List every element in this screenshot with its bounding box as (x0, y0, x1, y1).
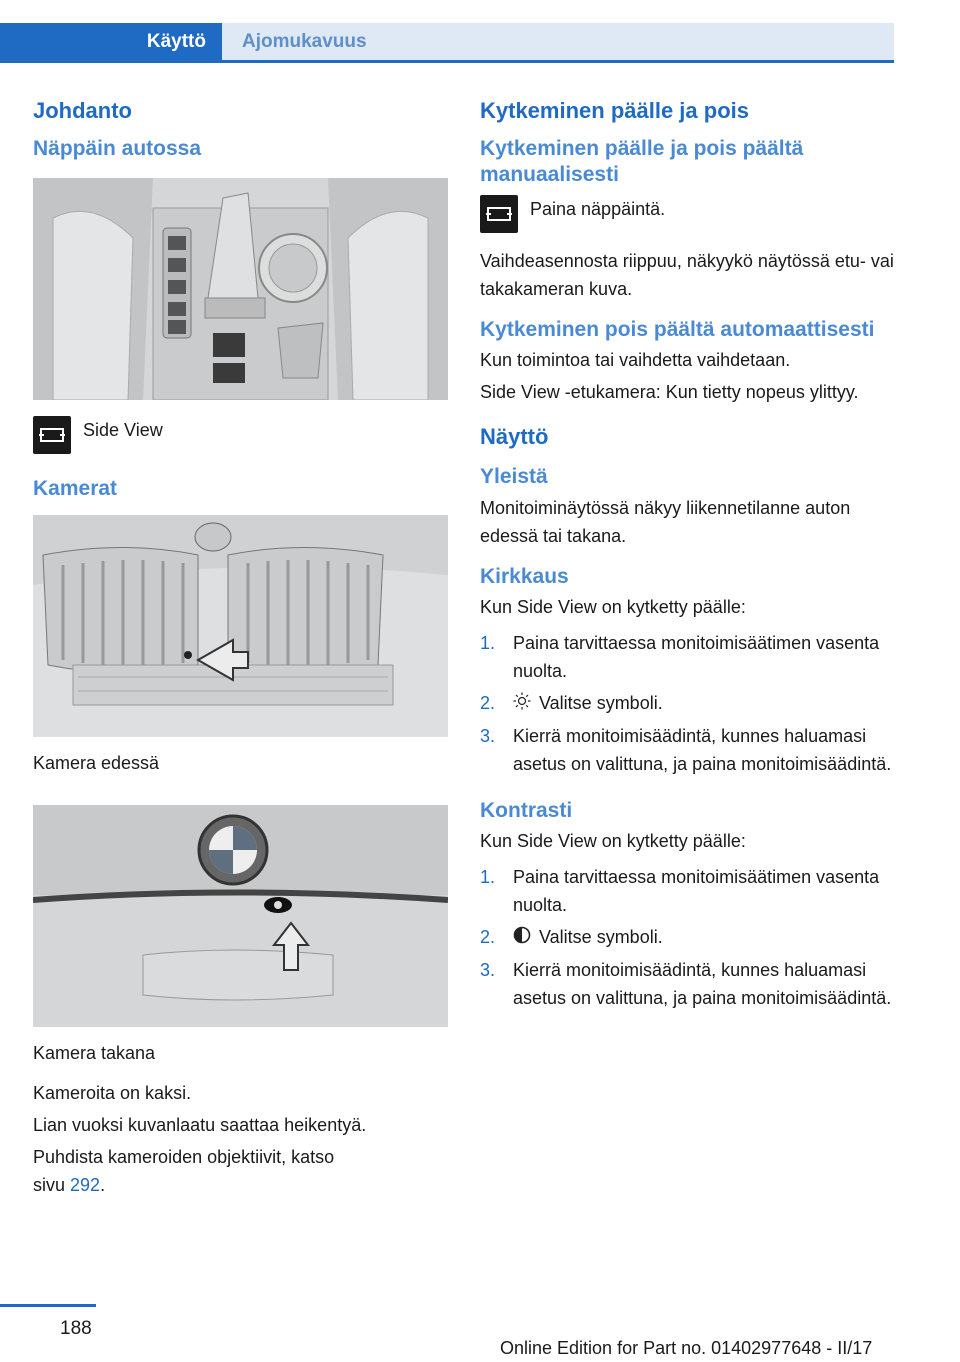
para-gear: Vaihdeasennosta riippuu, näkyykö näytössä etu- vai takakameran kuva. (480, 250, 894, 299)
list-item (480, 956, 895, 1012)
step-number: 3. (480, 725, 496, 746)
heading-auto: Kytkeminen pois päältä automaattisesti (480, 317, 875, 341)
heading-general: Yleistä (480, 465, 548, 489)
heading-contrast: Kontrasti (480, 798, 573, 822)
para-general: Monitoiminäytössä näkyy liikennetilanne auton edessä tai takana. (480, 497, 851, 546)
photo-rear-camera (33, 805, 448, 1027)
para-clean (33, 1143, 448, 1199)
press-button-row (480, 195, 895, 233)
para-dirt: Lian vuoksi kuvanlaatu saattaa heikentyä. (33, 1114, 367, 1135)
contrast-icon (513, 924, 531, 952)
edition-text: Online Edition for Part no. 01402977648 - II/17 (500, 1338, 873, 1358)
step-number: 1. (480, 867, 496, 888)
caption-front-camera: Kamera edessä (33, 752, 160, 773)
header-divider (0, 60, 894, 63)
list-item (480, 923, 895, 952)
para-auto2: Side View -etukamera: Kun tietty nopeus ylittyy. (480, 381, 859, 402)
photo-console (33, 178, 448, 400)
tab-ajomukavuus[interactable] (222, 23, 894, 61)
header-bar (0, 0, 960, 62)
heading-brightness: Kirkkaus (480, 564, 569, 588)
step-number: 3. (480, 960, 496, 981)
list-item (480, 629, 895, 685)
step-text: Paina tarvittaessa monitoimisäätimen vasenta nuolta. (513, 867, 880, 916)
side-view-button-icon (33, 416, 71, 454)
tab-ajomukavuus-label: Ajomukavuus (242, 31, 367, 52)
para-auto1: Kun toimintoa tai vaihdetta vaihdetaan. (480, 349, 791, 370)
para-clean-end: . (100, 1174, 106, 1195)
step-text: Valitse symboli. (539, 692, 663, 713)
heading-display: Näyttö (480, 423, 549, 449)
heading-kamerat: Kamerat (33, 476, 118, 500)
step-number: 2. (480, 692, 496, 713)
side-view-label: Side View (83, 419, 163, 440)
para-contrast: Kun Side View on kytketty päälle: (480, 831, 746, 852)
step-text: Kierrä monitoimisäädintä, kunnes haluamasi asetus on valittuna, ja paina monitoimisäädintä. (513, 960, 892, 1009)
right-column (480, 98, 895, 1026)
step-number: 1. (480, 632, 496, 653)
para-two-cameras: Kameroita on kaksi. (33, 1082, 192, 1103)
step-text: Kierrä monitoimisäädintä, kunnes haluamasi asetus on valittuna, ja paina monitoimisäädintä. (513, 725, 892, 774)
sun-icon (513, 690, 531, 718)
page-link[interactable]: 292 (70, 1174, 101, 1195)
step-number: 2. (480, 927, 496, 948)
heading-nappain: Näppäin autossa (33, 137, 202, 161)
caption-rear-camera: Kamera takana (33, 1042, 156, 1063)
heading-onoff: Kytkeminen päälle ja pois (480, 98, 749, 123)
page-number: 188 (60, 1318, 92, 1339)
para-clean-page: sivu (33, 1174, 66, 1195)
list-item (480, 689, 895, 718)
para-clean-text: Puhdista kameroiden objektiivit, katso (33, 1146, 335, 1167)
tab-kaytto[interactable] (0, 23, 222, 61)
heading-manual: Kytkeminen päälle ja pois päältä manuaalisesti (480, 137, 804, 186)
heading-johdanto: Johdanto (33, 98, 132, 123)
list-item (480, 722, 895, 778)
list-item (480, 863, 895, 919)
tab-kaytto-label: Käyttö (146, 31, 206, 52)
left-column (33, 98, 448, 1199)
para-brightness: Kun Side View on kytketty päälle: (480, 596, 746, 617)
press-button-text: Paina näppäintä. (530, 198, 666, 219)
side-view-button-row (33, 416, 448, 454)
brightness-steps (480, 629, 895, 778)
photo-front-camera (33, 515, 448, 737)
step-text: Valitse symboli. (539, 927, 663, 948)
contrast-steps (480, 863, 895, 1012)
step-text: Paina tarvittaessa monitoimisäätimen vasenta nuolta. (513, 632, 880, 681)
footer-divider (0, 1304, 96, 1307)
side-view-button-icon (480, 195, 518, 233)
